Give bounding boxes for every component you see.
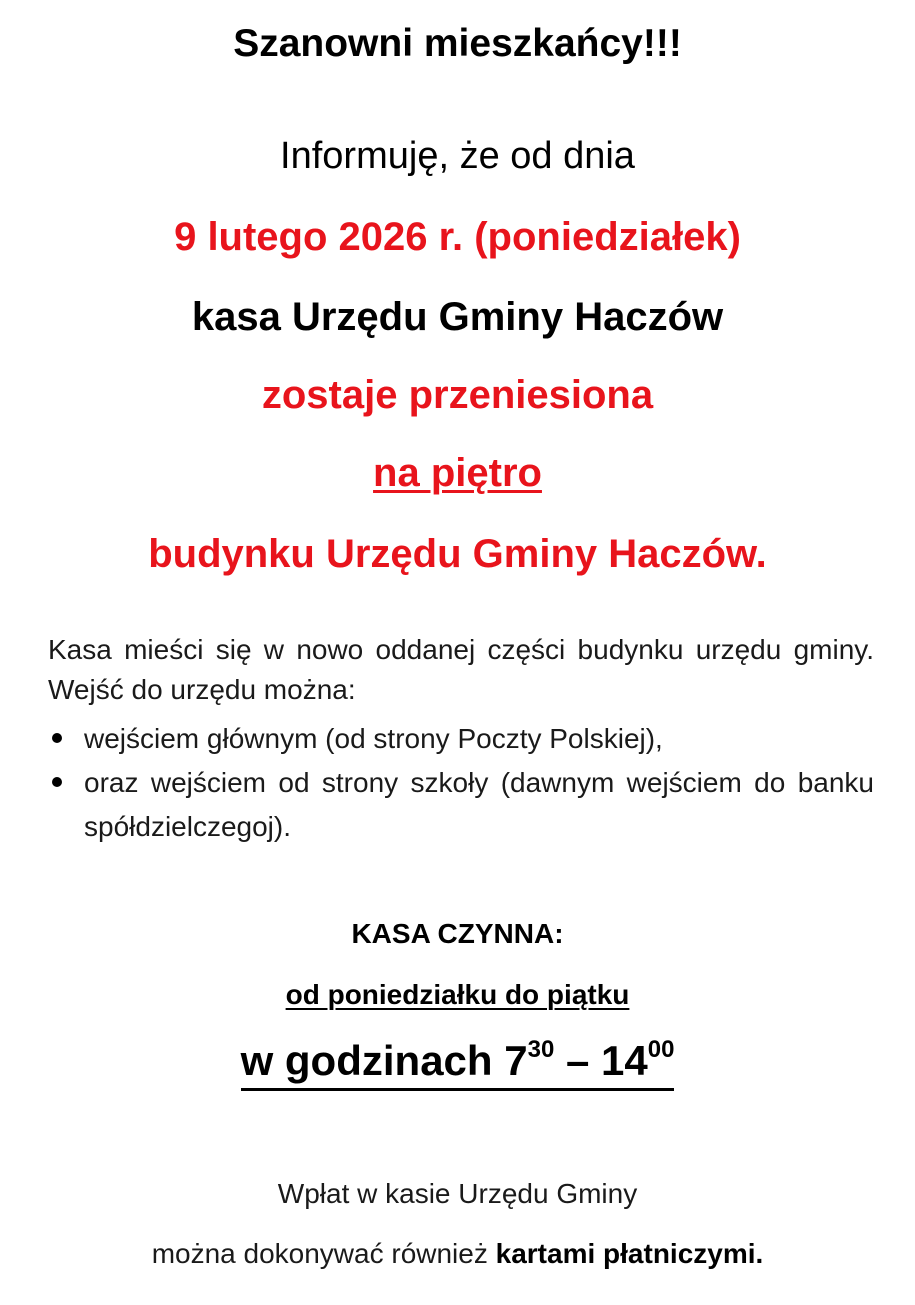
list-item [48, 761, 874, 849]
hours-title: KASA CZYNNA: [351, 918, 564, 949]
notice-title: Szanowni mieszkańcy!!! [233, 22, 682, 65]
bullet-icon [52, 777, 62, 787]
hours-time-underline [240, 1036, 675, 1091]
payment-line-2-text: można dokonywać również [151, 1238, 496, 1269]
entrance-main: wejściem głównym (od strony Poczty Polskiej), [84, 723, 663, 754]
hours-prefix: w godzinach 7 [240, 1037, 528, 1084]
payment-cards: kartami płatniczymi. [495, 1238, 764, 1269]
entrance-list [48, 717, 874, 849]
notice-floor: na piętro [373, 451, 542, 495]
payment-line-1: Wpłat w kasie Urzędu Gminy [277, 1178, 638, 1209]
notice-moved: zostaje przeniesiona [261, 373, 654, 417]
notice-building: budynku Urzędu Gminy Haczów. [148, 532, 767, 576]
hours-close-minutes: 00 [647, 1036, 675, 1063]
hours-days: od poniedziałku do piątku [285, 979, 630, 1010]
bullet-icon [52, 733, 62, 743]
notice-intro: Informuję, że od dnia [280, 135, 635, 177]
hours-open-minutes: 30 [527, 1036, 555, 1063]
notice-office: kasa Urzędu Gminy Haczów [191, 295, 724, 339]
payment-line-2 [0, 1240, 915, 1268]
hours-time [0, 1036, 915, 1091]
info-paragraph: Kasa mieści się w nowo oddanej części budynku urzędu gminy. Wejść do urzędu można: [48, 634, 874, 705]
entrance-school: oraz wejściem od strony szkoły (dawnym wejściem do banku spółdzielczegoj). [84, 767, 874, 842]
notice-date: 9 lutego 2026 r. (poniedziałek) [174, 215, 741, 259]
list-item [48, 717, 874, 761]
hours-separator: – 14 [554, 1037, 648, 1084]
